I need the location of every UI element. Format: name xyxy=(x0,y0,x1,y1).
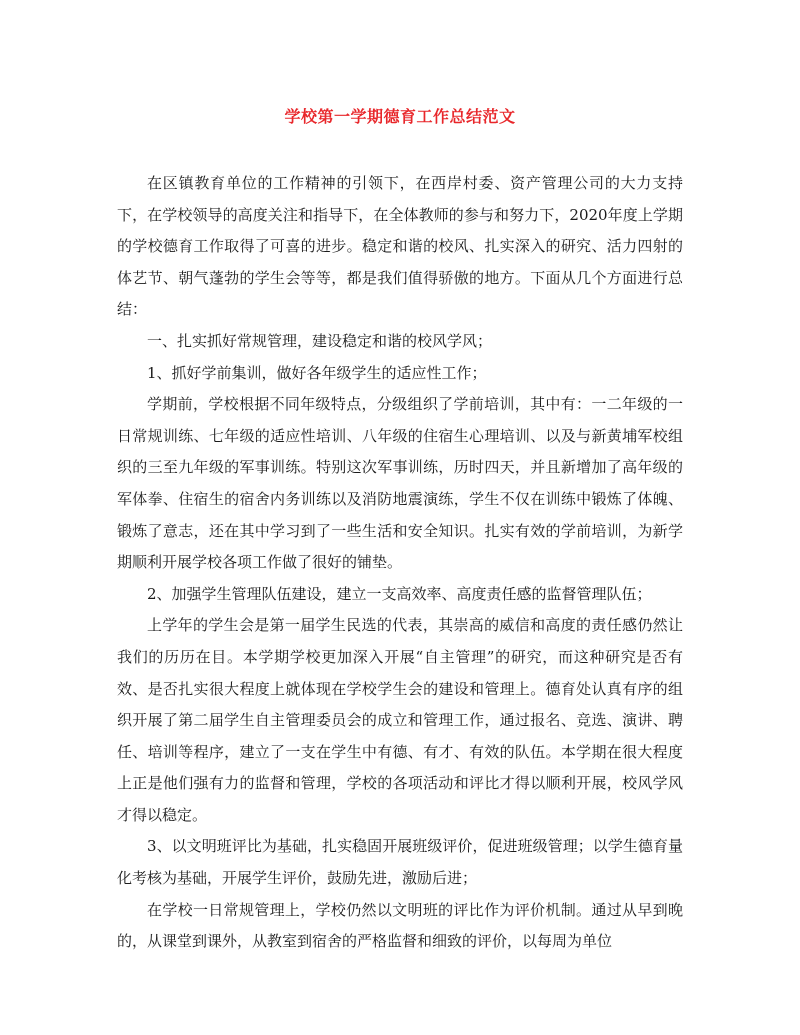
document-body xyxy=(117,168,683,958)
paragraph-intro: 在区镇教育单位的工作精神的引领下，在西岸村委、资产管理公司的大力支持下，在学校领导的高度关注和指导下，在全体教师的参与和努力下，2020年度上学期的学校德育工作取得了可喜的进步。稳定和谐的校风、扎实深入的研究、活力四射的体艺节、朝气蓬勃的学生会等等，都是我们值得骄傲的地方。下面从几个方面进行总结： xyxy=(117,174,683,319)
subsection-heading-3: 3、以文明班评比为基础，扎实稳固开展班级评价，促进班级管理；以学生德育量化考核为基础，开展学生评价，鼓励先进，激励后进； xyxy=(117,837,683,888)
paragraph-training: 学期前，学校根据不同年级特点，分级组织了学前培训，其中有：一二年级的一日常规训练、七年级的适应性培训、八年级的住宿生心理培训、以及与新黄埔军校组织的三至九年级的军事训练。特别这次军事训练，历时四天，并且新增加了高年级的军体拳、住宿生的宿舍内务训练以及消防地震演练，学生不仅在训练中锻炼了体魄、锻炼了意志，还在其中学习到了一些生活和安全知识。扎实有效的学前培训，为新学期顺利开展学校各项工作做了很好的铺垫。 xyxy=(117,395,683,572)
paragraph-student-council: 上学年的学生会是第一届学生民选的代表，其崇高的威信和高度的责任感仍然让我们的历历在目。本学期学校更加深入开展“自主管理”的研究，而这种研究是否有效、是否扎实很大程度上就体现在学校学生会的建设和管理上。德育处认真有序的组织开展了第二届学生自主管理委员会的成立和管理工作，通过报名、竞选、演讲、聘任、培训等程序，建立了一支在学生中有德、有才、有效的队伍。本学期在很大程度上正是他们强有力的监督和管理，学校的各项活动和评比才得以顺利开展，校风学风才得以稳定。 xyxy=(117,616,683,824)
subsection-heading-2: 2、加强学生管理队伍建设，建立一支高效率、高度责任感的监督管理队伍； xyxy=(147,584,652,603)
subsection-heading-1: 1、抓好学前集训，做好各年级学生的适应性工作； xyxy=(147,363,487,382)
section-heading-1: 一、扎实抓好常规管理，建设稳定和谐的校风学风； xyxy=(147,331,493,350)
document-title: 学校第一学期德育工作总结范文 xyxy=(284,107,516,126)
paragraph-daily-management: 在学校一日常规管理上，学校仍然以文明班的评比作为评价机制。通过从早到晚的，从课堂到课外，从教室到宿舍的严格监督和细致的评价，以每周为单位 xyxy=(117,900,683,951)
